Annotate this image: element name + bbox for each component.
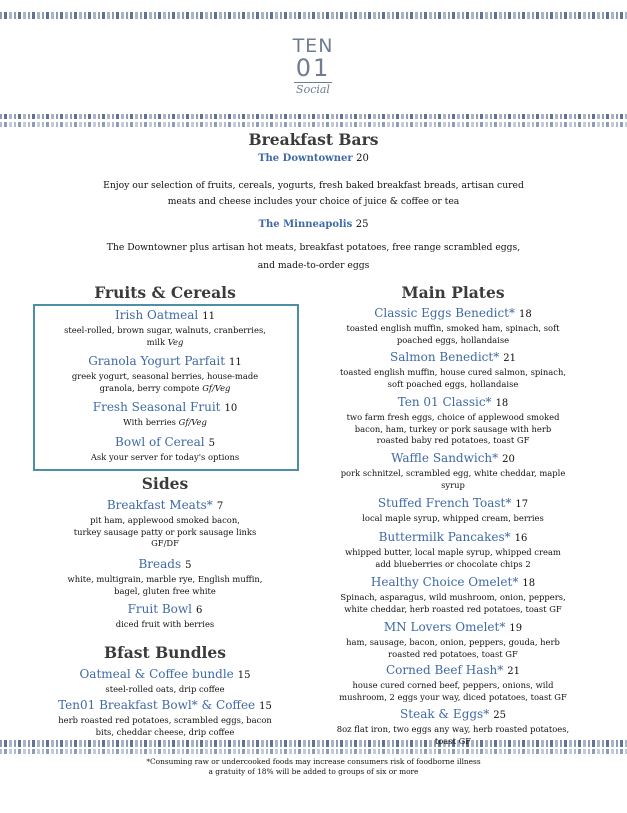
menu-item-healthy-omelet (303, 575, 603, 614)
item-price: 17 (515, 499, 529, 510)
item-desc: pit ham, applewood smoked bacon, (90, 515, 240, 525)
menu-item-breakfast-meats (30, 498, 300, 549)
item-desc: GF/DF (151, 538, 179, 548)
item-desc: milk (146, 336, 166, 347)
left-column (30, 0, 300, 813)
item-price: 18 (519, 309, 532, 320)
item-price: 18 (522, 578, 536, 589)
item-desc: bacon, ham, turkey or pork sausage with herb (354, 423, 552, 434)
menu-item-corned-beef-hash (303, 663, 603, 702)
item-price: 10 (224, 403, 238, 414)
menu-item-bowl-of-cereal (30, 435, 300, 463)
item-desc: steel-rolled, brown sugar, walnuts, cranberries, (64, 325, 266, 335)
item-name: Irish Oatmeal (114, 308, 199, 322)
menu-item-breakfast-bowl-coffee (30, 698, 300, 737)
downtowner-desc-1: Enjoy our selection of fruits, cereals, yogurts, fresh baked breakfast breads, artisan cured (103, 180, 524, 191)
item-desc: Ask your server for today's options (90, 452, 240, 462)
item-desc: add blueberries or chocolate chips 2 (375, 558, 531, 569)
menu-item-ten01-classic (303, 395, 603, 446)
item-desc: greek yogurt, seasonal berries, house-made (71, 371, 259, 381)
sides-title: Sides (141, 474, 189, 493)
item-name: Bowl of Cereal (115, 435, 205, 449)
item-name: Waffle Sandwich* (391, 451, 499, 465)
item-desc: local maple syrup, whipped cream, berries (362, 513, 544, 523)
item-desc: 8oz flat iron, two eggs any way, herb roasted potatoes, (336, 724, 570, 734)
item-name: Buttermilk Pancakes* (378, 530, 511, 544)
item-desc: Spinach, asparagus, wild mushroom, onion, peppers, (340, 592, 566, 602)
item-desc: white cheddar, herb roasted red potatoes, toast GF (344, 603, 562, 614)
downtowner-price: 20 (356, 153, 369, 164)
menu-item-oatmeal-coffee (30, 667, 300, 695)
fruits-cereals-title: Fruits & Cereals (94, 283, 236, 302)
item-name: Fruit Bowl (127, 602, 193, 616)
minneapolis-price: 25 (355, 219, 369, 230)
minneapolis-desc-1: The Downtowner plus artisan hot meats, breakfast potatoes, free range scrambled eggs, (106, 242, 521, 253)
item-desc: roasted red potatoes, toast GF (388, 648, 518, 659)
item-desc: steel-rolled oats, drip coffee (105, 684, 225, 694)
item-price: 18 (495, 398, 509, 409)
item-price: 5 (208, 438, 215, 449)
item-price: 11 (202, 311, 216, 322)
menu-item-breads (30, 557, 300, 596)
breakfast-bars-title: Breakfast Bars (248, 130, 379, 149)
right-column (303, 0, 603, 813)
item-desc: whipped butter, local maple syrup, whipped cream (345, 547, 561, 557)
item-name: MN Lovers Omelet* (383, 620, 506, 634)
item-price: 21 (503, 353, 516, 364)
menu-item-granola-parfait (30, 354, 300, 393)
item-desc: two farm fresh eggs, choice of applewood smoked (346, 412, 560, 422)
item-price: 20 (502, 454, 515, 465)
item-name: Ten01 Breakfast Bowl* & Coffee (58, 698, 256, 712)
item-name: Ten 01 Classic* (397, 395, 492, 409)
item-name: Breakfast Meats* (106, 498, 213, 512)
item-desc: bits, cheddar cheese, drip coffee (95, 726, 235, 737)
item-name: Granola Yogurt Parfait (88, 354, 226, 368)
item-price: 11 (229, 357, 242, 368)
item-name: Classic Eggs Benedict* (374, 306, 516, 320)
item-desc: bagel, gluten free white (114, 585, 216, 596)
logo-line-1: TEN (292, 35, 334, 57)
menu-item-steak-eggs (303, 707, 603, 746)
footer-disclaimer: *Consuming raw or undercooked foods may increase consumers risk of foodborne illness (146, 757, 481, 766)
item-desc: pork schnitzel, scrambled egg, white cheddar, maple (340, 468, 566, 478)
item-desc: white, multigrain, marble rye, English muffin, (67, 574, 263, 584)
item-price: 15 (237, 670, 251, 681)
downtowner-name: The Downtowner (258, 153, 353, 164)
item-price: 19 (509, 623, 523, 634)
menu-item-waffle-sandwich (303, 451, 603, 490)
item-name: Breads (138, 557, 182, 571)
item-desc: syrup (441, 479, 465, 490)
minneapolis-name: The Minneapolis (258, 219, 353, 230)
item-price: 25 (493, 710, 506, 721)
item-desc: With berries (123, 417, 176, 427)
menu-item-irish-oatmeal (30, 308, 300, 347)
item-desc: roasted baby red potatoes, toast GF (376, 435, 530, 445)
item-name: Oatmeal & Coffee bundle (79, 667, 234, 681)
footer-gratuity: a gratuity of 18% will be added to groups of six or more (208, 767, 419, 776)
item-desc: diced fruit with berries (115, 619, 215, 629)
item-price: 6 (196, 605, 203, 616)
item-price: 5 (185, 560, 192, 571)
item-name: Fresh Seasonal Fruit (92, 400, 221, 414)
dietary-tag: Veg (167, 336, 184, 347)
menu-item-classic-benedict (303, 306, 603, 345)
menu-item-mn-lovers-omelet (303, 620, 603, 659)
item-desc: soft poached eggs, hollandaise (387, 378, 519, 389)
item-desc: toasted english muffin, smoked ham, spinach, soft (346, 323, 560, 333)
item-name: Stuffed French Toast* (377, 496, 512, 510)
menu-item-stuffed-french-toast (303, 496, 603, 524)
bfast-bundles-title: Bfast Bundles (103, 643, 227, 662)
menu-item-fresh-fruit (30, 400, 300, 428)
logo-line-3: Social (296, 83, 330, 96)
item-desc: ham, sausage, bacon, onion, peppers, gouda, herb (346, 637, 560, 647)
item-desc: toast GF (434, 735, 472, 746)
menu-item-buttermilk-pancakes (303, 530, 603, 569)
main-plates-title: Main Plates (401, 283, 505, 302)
item-price: 21 (507, 666, 520, 677)
logo-line-2: 01 (295, 54, 331, 82)
menu-item-salmon-benedict (303, 350, 603, 389)
item-desc: house cured corned beef, peppers, onions, wild (352, 680, 554, 690)
item-price: 16 (514, 533, 528, 544)
item-desc: poached eggs, hollandaise (396, 334, 510, 345)
item-desc: turkey sausage patty or pork sausage links (73, 526, 257, 537)
item-desc: toasted english muffin, house cured salmon, spinach, (339, 367, 567, 377)
item-name: Salmon Benedict* (390, 350, 500, 364)
dietary-tag: Gf/Veg (178, 417, 207, 427)
minneapolis-desc-2: and made-to-order eggs (257, 260, 370, 271)
item-name: Corned Beef Hash* (386, 663, 504, 677)
dietary-tag: Gf/Veg (202, 382, 231, 393)
item-desc: herb roasted red potatoes, scrambled eggs, bacon (58, 715, 272, 725)
item-name: Steak & Eggs* (400, 707, 490, 721)
menu-item-fruit-bowl (30, 602, 300, 630)
item-price: 7 (216, 501, 224, 512)
downtowner-desc-2: meats and cheese includes your choice of juice & coffee or tea (167, 196, 460, 207)
item-price: 15 (259, 701, 272, 712)
item-desc: mushroom, 2 eggs your way, diced potatoes, toast GF (339, 691, 567, 702)
item-desc: granola, berry compote (99, 382, 200, 393)
item-name: Healthy Choice Omelet* (370, 575, 519, 589)
